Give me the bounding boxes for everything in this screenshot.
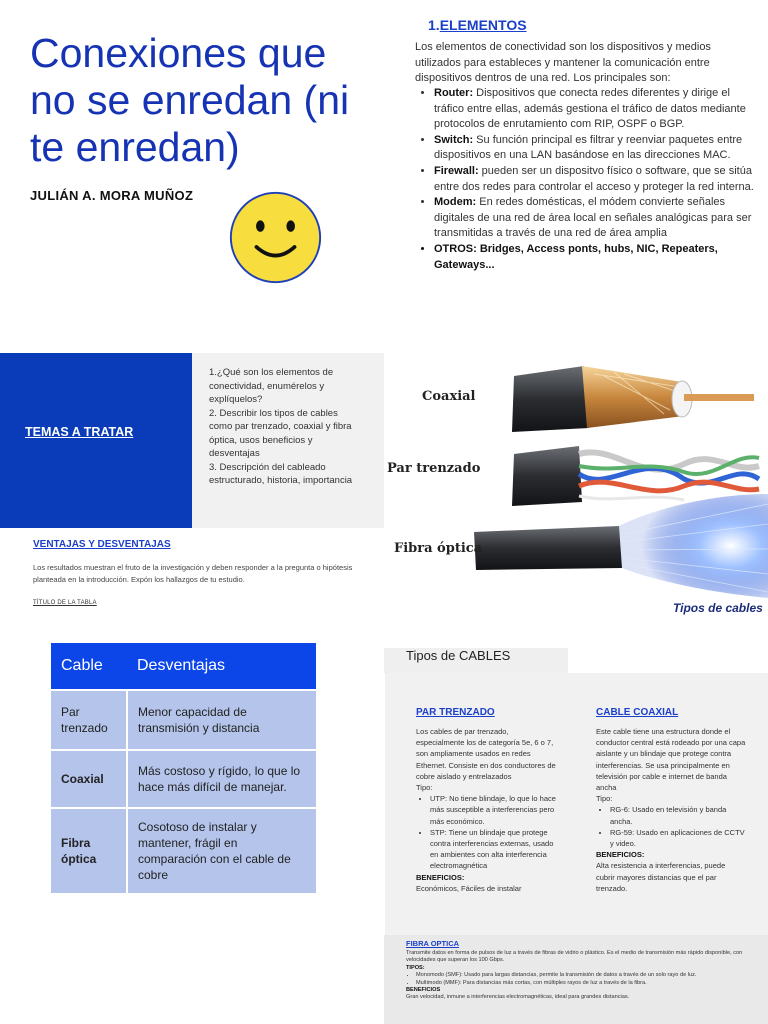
item-text: pueden ser un dispositvo físico o software, que se sitúa entre dos redes para controlar el acceso y proteger la red interna. [434, 164, 754, 193]
table-cell: Menor capacidad de transmisión y distancia [127, 690, 316, 750]
list-item: • Monomodo (SMF): Usado para largas distancias, permite la transmisión de datos a través de un solo rayo de luz. [416, 972, 746, 979]
item-term: Firewall: [434, 164, 479, 177]
table-row [51, 808, 316, 893]
cable-coaxial-heading[interactable]: CABLE COAXIAL [596, 707, 679, 718]
fibra-optica-heading[interactable]: FIBRA OPTICA [406, 939, 460, 948]
list-item [434, 86, 759, 133]
twisted-pair-label: Par trenzado [387, 461, 481, 476]
elements-heading-number: 1. [428, 17, 440, 33]
par-beneficios-label: BENEFICIOS: [416, 872, 465, 882]
fiber-optic-label: Fibra óptica [394, 541, 483, 556]
item-text: Su función principal es filtrar y reenviar paquetes entre dispositivos en una LAN basándose en las direcciones MAC. [434, 133, 743, 162]
table-cell: Coaxial [51, 750, 127, 808]
smiley-face-icon [228, 190, 323, 285]
par-intro: Los cables de par trenzado, especialmente los de categoría 5e, 6 o 7, son ampliamente usados en redes Ethernet. Consiste en dos conductores de cobre aislado y entrelazados [416, 727, 556, 781]
par-trenzado-heading[interactable]: PAR TRENZADO [416, 707, 495, 718]
par-beneficios: Económicos, Fáciles de instalar [416, 883, 522, 893]
elements-list [414, 86, 759, 273]
table-cell: Cosotoso de instalar y mantener, frágil en comparación con el cable de cobre [127, 808, 316, 893]
list-item [434, 195, 759, 242]
coax-beneficios-label: BENEFICIOS: [596, 850, 645, 860]
coaxial-cable-illustration [512, 366, 754, 432]
fibra-beneficios-label: BENEFICIOS [406, 987, 441, 994]
par-tipos-list [416, 793, 556, 871]
twisted-pair-cable-illustration [512, 446, 759, 506]
list-item [434, 133, 759, 164]
item-text: En redes domésticas, el módem convierte señales digitales de una red de área local en señales analógicas para ser transmitidas a través de una red de área amplia [434, 196, 752, 240]
cable-coaxial-content [596, 726, 746, 894]
item-term: Router: [434, 87, 474, 99]
table-cell: Par trenzado [51, 690, 127, 750]
list-item: • RG-6: Usado en televisión y banda ancha. [610, 804, 746, 826]
temas-panel [0, 353, 192, 528]
disadvantages-table [51, 643, 316, 893]
author-name: JULIÁN A. MORA MUÑOZ [30, 188, 194, 203]
cable-types-image [384, 354, 768, 624]
elements-intro: Los elementos de conectividad son los dispositivos y medios utilizados para estableces y mantener la comunicación entre dispositivos dentros de una red. Los principales son: [415, 41, 711, 84]
coax-intro: Este cable tiene una estructura donde el conductor central está rodeado por una capa aislante y un blindaje que protege contra interferencias. Se usa principalmente en televisión por cable e internet de banda ancha [596, 727, 746, 793]
fibra-tipos-label: TIPOS: [406, 964, 425, 971]
list-item: • STP: Tiene un blindaje que protege contra interferencias externas, usado en ambientes con alta interferencia electromagnética [430, 827, 556, 872]
coax-tipo-label: Tipo: [596, 794, 613, 804]
fibra-optica-content [406, 950, 746, 1002]
table-title: TÍTULO DE LA TABLA [33, 600, 97, 606]
par-tipo-label: Tipo: [416, 783, 433, 793]
table-row [51, 750, 316, 808]
fiber-optic-cable-illustration [474, 494, 768, 598]
table-cell: Más costoso y rígido, lo que lo hace más difícil de manejar. [127, 750, 316, 808]
page-title: Conexiones que no se enredan (ni te enredan) [30, 30, 350, 170]
fibra-beneficios: Gran velocidad, inmune a interferencias electromagnéticas, ideal para grandes distancias. [406, 994, 630, 1001]
temas-text: 1.¿Qué son los elementos de conectividad, enumérelos y explíquelos? 2. Describir los tipos de cables como par trenzado, coaxial y fibra óptica, usos beneficios y desventajas 3. Descripción del cableado estructurado, historia, importancia [209, 367, 353, 486]
table-cell: Fibra óptica [51, 808, 127, 893]
temas-label[interactable]: TEMAS A TRATAR [25, 425, 134, 439]
list-item: • UTP: No tiene blindaje, lo que lo hace más susceptible a interferencias pero más económico. [430, 793, 556, 827]
item-text: Dispositivos que conecta redes diferentes y dirige el tráfico entre ellas, además gestiona el tráfico de datos mediante protocolos de enrutamiento com RIP, OSPF o BGP. [434, 87, 746, 131]
coax-tipos-list [596, 804, 746, 849]
table-row [51, 690, 316, 750]
ventajas-text: Los resultados muestran el fruto de la investigación y deben responder a la pregunta o hipótesis planteada en la introducción. Expón los hallazgos de tu estudio. [33, 563, 353, 584]
item-term: Switch: [434, 133, 474, 146]
elements-heading-text: ELEMENTOS [439, 17, 527, 33]
item-term: Modem: [434, 196, 477, 209]
coax-beneficios: Alta resistencia a interferencias, puede cubrir mayores distancias que el par trenzado. [596, 861, 726, 893]
cable-types-caption: Tipos de cables [673, 601, 763, 615]
fibra-tipos-list [406, 972, 746, 987]
fibra-intro: Transmite datos en forma de pulsos de luz a través de fibras de vidrio o plástico. Es el medio de transmisión más rápido disponible, con velocidades que superan los 100 Gbps. [406, 950, 743, 964]
list-item: • Multimodo (MMF): Para distancias más cortas, con múltiples rayos de luz a través de la fibra. [416, 980, 746, 987]
list-item [434, 164, 759, 195]
coaxial-label: Coaxial [422, 389, 476, 404]
ventajas-heading[interactable]: VENTAJAS Y DESVENTAJAS [33, 539, 171, 550]
list-item-others: • OTROS: Bridges, Access ponts, hubs, NIC, Repeaters, Gateways... [434, 242, 759, 273]
column-header-desventajas: Desventajas [127, 643, 316, 690]
elements-heading [428, 17, 527, 33]
list-item: • RG-59: Usado en aplicaciones de CCTV y video. [610, 827, 746, 849]
tipos-title: Tipos de CABLES [406, 648, 511, 663]
column-header-cable: Cable [51, 643, 127, 690]
par-trenzado-content [416, 726, 556, 894]
table-header-row [51, 643, 316, 690]
